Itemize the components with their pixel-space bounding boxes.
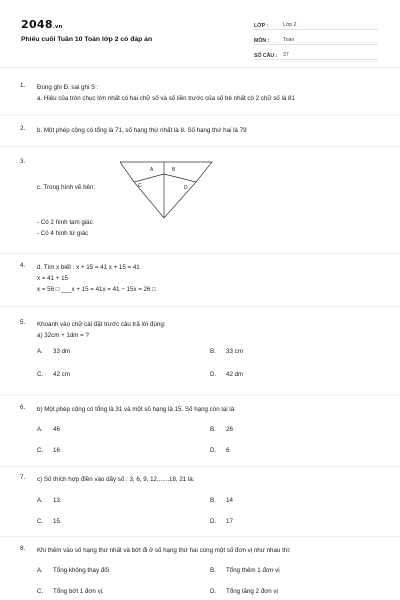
question-5: 5. Khoanh vào chữ cái đặt trước câu trả lời đúng: a) 32cm + 1dm = ? A. 33 dm B. 33 cm C. 42 cm D. 42 dm: [20, 319, 382, 380]
figure-label-a: A: [150, 167, 154, 173]
figure-label-c: C: [138, 183, 142, 189]
question-text: Khoanh vào chữ cái đặt trước câu trả lời đúng:: [37, 321, 166, 328]
divider: [0, 395, 400, 396]
meta-subject: MÔN : Toán: [254, 32, 378, 45]
geometry-figure: [118, 160, 214, 220]
figure-right-line: [164, 174, 196, 182]
option-c[interactable]: C. Tổng bớt 1 đơn vị.: [37, 588, 104, 595]
option-d[interactable]: D. 6: [210, 447, 230, 454]
option-c[interactable]: C. 42 cm: [37, 371, 70, 378]
question-3-statements: [20, 217, 382, 239]
option-d[interactable]: D. Tổng tăng 2 đơn vị: [210, 588, 278, 595]
figure-label-d: D: [184, 185, 188, 191]
question-text: c. Trong hình vẽ bên:: [37, 184, 96, 191]
figure-label-b: B: [172, 167, 176, 173]
option-a[interactable]: A. Tổng không thay đổi: [37, 567, 110, 574]
page-title: Phiếu cuối Tuần 10 Toán lớp 2 có đáp án: [21, 36, 153, 43]
question-1: 1. Đúng ghi Đ, sai ghi S : a. Hiệu của tròn chục lớn nhất có hai chữ số và số liền trước của số bé nhất có 2 chữ số là 81: [20, 82, 382, 104]
figure-left-line: [134, 174, 164, 182]
question-6: 6. b) Một phép cộng có tổng là 31 và một số hạng là 15. Số hạng còn lại là: A. 46 B. 26 C. 16 D. 6: [20, 404, 382, 456]
question-7: 7. c) Số thích hợp điền vào dãy số : 3, 6, 9, 12,.....,18, 21 là: A. 13. B. 14 C. 15. D. 17: [20, 474, 382, 527]
question-8: 8. Khi thêm vào số hạng thứ nhất và bớt đi ở số hạng thứ hai cùng một số đơn vị như nhau thì: A. Tổng không thay đổi B. Tổng thêm 1 đơn vị C. Tổng bớt 1 đơn vị. D. Tổng tăng 2 đơn vị: [20, 545, 382, 597]
option-b[interactable]: B. Tổng thêm 1 đơn vị: [210, 567, 280, 574]
option-c[interactable]: C. 16: [37, 447, 60, 454]
divider: [0, 306, 400, 307]
option-b[interactable]: B. 33 cm: [210, 348, 243, 355]
option-a[interactable]: A. 33 dm: [37, 348, 71, 355]
divider: [0, 253, 400, 254]
option-d[interactable]: D. 17: [210, 518, 233, 525]
option-b[interactable]: B. 14: [210, 497, 233, 504]
meta-count: SỐ CÂU : 37: [254, 47, 378, 60]
logo: 2048.vn: [21, 18, 63, 31]
divider: [0, 146, 400, 147]
question-text: a. Hiệu của tròn chục lớn nhất có hai chữ số và số liền trước của số bé nhất có 2 chữ số là 81: [37, 95, 295, 102]
option-b[interactable]: B. 26: [210, 426, 233, 433]
option-a[interactable]: A. 13.: [37, 497, 62, 504]
option-d[interactable]: D. 42 dm: [210, 371, 244, 378]
question-text: Đúng ghi Đ, sai ghi S :: [37, 84, 99, 91]
statement: - Có 2 hình tam giác: [37, 219, 93, 226]
meta-panel: [254, 17, 378, 62]
statement: - Có 4 hình tứ giác: [37, 230, 89, 237]
question-text: d. Tìm x biết : x + 15 = 41 x + 15 = 41: [37, 264, 140, 271]
header-divider: [0, 67, 400, 68]
question-text: b. Một phép cộng có tổng là 71, số hạng thứ nhất là 8. Số hạng thứ hai là 79: [37, 127, 247, 134]
question-2: 2. b. Một phép cộng có tổng là 71, số hạng thứ nhất là 8. Số hạng thứ hai là 79: [20, 125, 382, 136]
option-a[interactable]: A. 46: [37, 426, 60, 433]
divider: [0, 466, 400, 467]
question-text: c) Số thích hợp điền vào dãy số : 3, 6, 9, 12,.....,18, 21 là:: [37, 476, 195, 483]
question-text: b) Một phép cộng có tổng là 31 và một số hạng là 15. Số hạng còn lại là:: [37, 406, 236, 413]
question-text: a) 32cm + 1dm = ?: [37, 332, 89, 339]
question-4: 4. d. Tìm x biết : x + 15 = 41 x + 15 = 41 x = 41 + 15 x = 56 □ ___x + 15 = 41x = 41 − 15x = 26 □: [20, 262, 382, 295]
work-line: x = 41 + 15: [37, 275, 68, 282]
meta-class: LỚP : Lớp 2: [254, 17, 378, 30]
option-c[interactable]: C. 15.: [37, 518, 62, 525]
divider: [0, 115, 400, 116]
divider: [0, 536, 400, 537]
question-text: Khi thêm vào số hạng thứ nhất và bớt đi ở số hạng thứ hai cùng một số đơn vị như nhau thì:: [37, 547, 291, 554]
work-line: x = 56 □ ___x + 15 = 41x = 41 − 15x = 26 □: [37, 286, 156, 293]
figure-outline: [120, 162, 212, 218]
